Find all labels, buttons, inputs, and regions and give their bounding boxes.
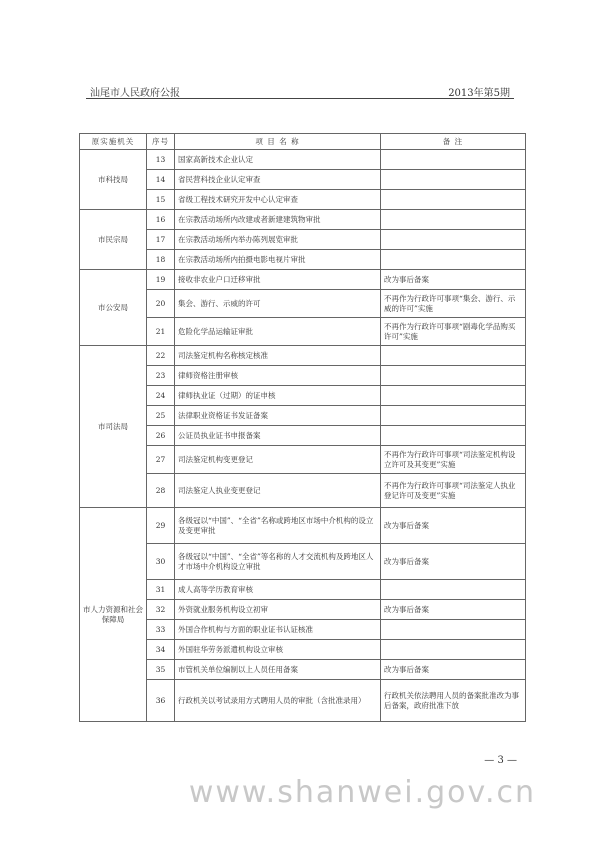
number-cell: 23 bbox=[147, 366, 175, 386]
table-row bbox=[80, 190, 526, 210]
number-cell: 25 bbox=[147, 406, 175, 426]
table-row bbox=[80, 446, 526, 474]
item-cell: 各级冠以“中国”、“全省”名称或跨地区市场中介机构的设立及变更审批 bbox=[175, 508, 381, 544]
note-cell bbox=[381, 620, 526, 640]
number-cell: 16 bbox=[147, 210, 175, 230]
note-cell bbox=[381, 210, 526, 230]
column-header-number: 序号 bbox=[147, 134, 175, 150]
column-header-item: 项 目 名 称 bbox=[175, 134, 381, 150]
table-row bbox=[80, 290, 526, 318]
column-header-agency: 原实施机关 bbox=[80, 134, 147, 150]
note-cell bbox=[381, 386, 526, 406]
watermark: www.shanwei.gov.cn bbox=[188, 775, 536, 810]
table-row bbox=[80, 346, 526, 366]
table-row bbox=[80, 170, 526, 190]
item-cell: 市管机关单位编制以上人员任用备案 bbox=[175, 660, 381, 680]
note-cell: 不再作为行政许可事项“剧毒化学品购买许可”实施 bbox=[381, 318, 526, 346]
note-cell bbox=[381, 640, 526, 660]
item-cell: 在宗教活动场所内举办陈列展览审批 bbox=[175, 230, 381, 250]
table-row bbox=[80, 544, 526, 580]
note-cell bbox=[381, 170, 526, 190]
item-cell: 外国驻华劳务派遣机构设立审核 bbox=[175, 640, 381, 660]
number-cell: 22 bbox=[147, 346, 175, 366]
table-row bbox=[80, 660, 526, 680]
table-row bbox=[80, 318, 526, 346]
number-cell: 35 bbox=[147, 660, 175, 680]
note-cell: 改为事后备案 bbox=[381, 270, 526, 290]
item-cell: 司法鉴定机构名称核定核准 bbox=[175, 346, 381, 366]
item-cell: 省级工程技术研究开发中心认定审查 bbox=[175, 190, 381, 210]
column-header-note: 备 注 bbox=[381, 134, 526, 150]
table-row bbox=[80, 210, 526, 230]
number-cell: 31 bbox=[147, 580, 175, 600]
note-cell: 改为事后备案 bbox=[381, 508, 526, 544]
item-cell: 法律职业资格证书发证备案 bbox=[175, 406, 381, 426]
note-cell bbox=[381, 190, 526, 210]
table-row bbox=[80, 474, 526, 508]
item-cell: 国家高新技术企业认定 bbox=[175, 150, 381, 170]
note-cell bbox=[381, 366, 526, 386]
note-cell bbox=[381, 406, 526, 426]
item-cell: 在宗教活动场所内改建或者新建建筑物审批 bbox=[175, 210, 381, 230]
item-cell: 在宗教活动场所内拍摄电影电视片审批 bbox=[175, 250, 381, 270]
item-cell: 成人高等学历教育审核 bbox=[175, 580, 381, 600]
table-body bbox=[80, 150, 526, 722]
note-cell: 改为事后备案 bbox=[381, 600, 526, 620]
agency-cell: 市人力资源和社会保障局 bbox=[80, 508, 147, 722]
number-cell: 28 bbox=[147, 474, 175, 508]
publication-name: 汕尾市人民政府公报 bbox=[90, 88, 180, 99]
issue-label: 2013年第5期 bbox=[448, 88, 510, 99]
item-cell: 律师执业证（过期）的证申核 bbox=[175, 386, 381, 406]
item-cell: 公证员执业证书申报备案 bbox=[175, 426, 381, 446]
number-cell: 19 bbox=[147, 270, 175, 290]
note-cell bbox=[381, 250, 526, 270]
table-row bbox=[80, 406, 526, 426]
item-cell: 各级冠以“中国”、“全省”等名称的人才交流机构及跨地区人才市场中介机构设立审批 bbox=[175, 544, 381, 580]
item-cell: 危险化学品运输证审批 bbox=[175, 318, 381, 346]
item-cell: 外国合作机构与方面的职业证书认证核准 bbox=[175, 620, 381, 640]
number-cell: 36 bbox=[147, 680, 175, 722]
items-table bbox=[79, 133, 526, 722]
number-cell: 29 bbox=[147, 508, 175, 544]
table-header-row bbox=[80, 134, 526, 150]
table-row bbox=[80, 250, 526, 270]
number-cell: 14 bbox=[147, 170, 175, 190]
table-row bbox=[80, 150, 526, 170]
item-cell: 省民营科技企业认定审查 bbox=[175, 170, 381, 190]
note-cell: 不再作为行政许可事项“集会、游行、示威的许可”实施 bbox=[381, 290, 526, 318]
header-rule bbox=[86, 98, 514, 99]
note-cell bbox=[381, 580, 526, 600]
table-row bbox=[80, 426, 526, 446]
item-cell: 司法鉴定人执业变更登记 bbox=[175, 474, 381, 508]
note-cell bbox=[381, 346, 526, 366]
page-header bbox=[86, 80, 514, 100]
table-row bbox=[80, 600, 526, 620]
note-cell bbox=[381, 150, 526, 170]
note-cell bbox=[381, 230, 526, 250]
item-cell: 集会、游行、示威的许可 bbox=[175, 290, 381, 318]
item-cell: 律师资格注册审核 bbox=[175, 366, 381, 386]
number-cell: 15 bbox=[147, 190, 175, 210]
page-number: — 3 — bbox=[484, 755, 517, 766]
number-cell: 13 bbox=[147, 150, 175, 170]
number-cell: 18 bbox=[147, 250, 175, 270]
agency-cell: 市民宗局 bbox=[80, 210, 147, 270]
agency-cell: 市科技局 bbox=[80, 150, 147, 210]
note-cell: 行政机关依法聘用人员的备案批准改为事后备案，政府批准下放 bbox=[381, 680, 526, 722]
note-cell: 不再作为行政许可事项“司法鉴定机构设立许可及其变更”实施 bbox=[381, 446, 526, 474]
number-cell: 20 bbox=[147, 290, 175, 318]
table-row bbox=[80, 640, 526, 660]
note-cell: 改为事后备案 bbox=[381, 544, 526, 580]
item-cell: 司法鉴定机构变更登记 bbox=[175, 446, 381, 474]
table-row bbox=[80, 580, 526, 600]
number-cell: 33 bbox=[147, 620, 175, 640]
agency-cell: 市公安局 bbox=[80, 270, 147, 346]
number-cell: 32 bbox=[147, 600, 175, 620]
table-row bbox=[80, 366, 526, 386]
number-cell: 27 bbox=[147, 446, 175, 474]
table-row bbox=[80, 620, 526, 640]
item-cell: 接收非农业户口迁移审批 bbox=[175, 270, 381, 290]
agency-cell: 市司法局 bbox=[80, 346, 147, 508]
note-cell bbox=[381, 426, 526, 446]
table-row bbox=[80, 270, 526, 290]
item-cell: 行政机关以考试录用方式聘用人员的审批（含批准录用） bbox=[175, 680, 381, 722]
item-cell: 外资就业服务机构设立初审 bbox=[175, 600, 381, 620]
number-cell: 34 bbox=[147, 640, 175, 660]
note-cell: 不再作为行政许可事项“司法鉴定人执业登记许可及变更”实施 bbox=[381, 474, 526, 508]
table-row bbox=[80, 508, 526, 544]
table-row bbox=[80, 230, 526, 250]
table-row bbox=[80, 680, 526, 722]
number-cell: 26 bbox=[147, 426, 175, 446]
number-cell: 17 bbox=[147, 230, 175, 250]
number-cell: 30 bbox=[147, 544, 175, 580]
number-cell: 21 bbox=[147, 318, 175, 346]
note-cell: 改为事后备案 bbox=[381, 660, 526, 680]
number-cell: 24 bbox=[147, 386, 175, 406]
table-row bbox=[80, 386, 526, 406]
